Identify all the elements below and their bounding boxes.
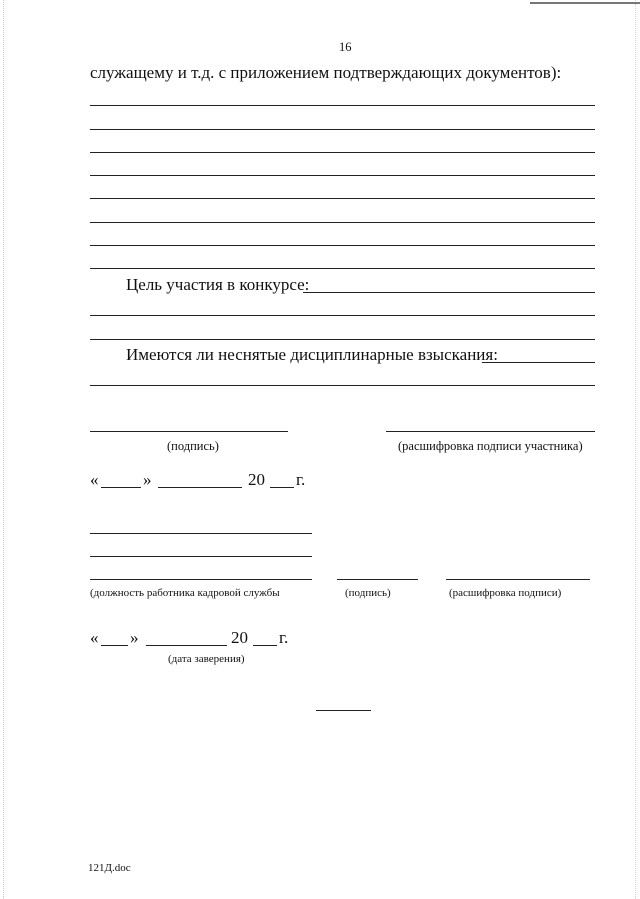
date1-day-line[interactable] (101, 487, 141, 488)
scan-top-mark (530, 2, 640, 4)
fill-line[interactable] (90, 175, 595, 176)
hr-position-caption: (должность работника кадровой службы (90, 587, 280, 599)
date2-day-line[interactable] (101, 645, 128, 646)
hr-signature-caption: (подпись) (345, 587, 391, 599)
fill-line[interactable] (90, 152, 595, 153)
end-separator (316, 710, 371, 711)
signature-line[interactable] (90, 431, 288, 432)
goal-fill-line[interactable] (90, 339, 595, 340)
footer-filename: 121Д.doc (88, 862, 131, 874)
fill-line[interactable] (90, 129, 595, 130)
date1-year-line[interactable] (270, 487, 294, 488)
signature-caption: (подпись) (167, 439, 219, 453)
date1-open-quote: « (90, 470, 99, 489)
discipline-input-line[interactable] (482, 362, 595, 363)
hr-position-line[interactable] (90, 579, 312, 580)
fill-line[interactable] (90, 222, 595, 223)
date1-month-line[interactable] (158, 487, 242, 488)
date2-close-quote: » (130, 628, 139, 647)
fill-line[interactable] (90, 198, 595, 199)
discipline-label: Имеются ли неснятые дисциплинарные взыскания: (126, 345, 498, 364)
date2-open-quote: « (90, 628, 99, 647)
goal-input-line[interactable] (303, 292, 595, 293)
goal-fill-line[interactable] (90, 315, 595, 316)
date2-year-prefix: 20 (231, 628, 248, 647)
fill-line[interactable] (90, 105, 595, 106)
hr-position-line[interactable] (90, 533, 312, 534)
scan-left-edge (3, 0, 4, 899)
date1-close-quote: » (143, 470, 152, 489)
date2-month-line[interactable] (146, 645, 227, 646)
intro-text: служащему и т.д. с приложением подтверждающих документов): (90, 63, 562, 82)
date2-year-line[interactable] (253, 645, 277, 646)
date1-year-prefix: 20 (248, 470, 265, 489)
date2-year-suffix: г. (279, 628, 289, 647)
hr-decode-caption: (расшифровка подписи) (449, 587, 562, 599)
fill-line[interactable] (90, 245, 595, 246)
signature-decode-line[interactable] (386, 431, 595, 432)
fill-line[interactable] (90, 268, 595, 269)
discipline-fill-line[interactable] (90, 385, 595, 386)
hr-position-line[interactable] (90, 556, 312, 557)
goal-label: Цель участия в конкурсе: (126, 275, 310, 294)
signature-decode-caption: (расшифровка подписи участника) (398, 439, 583, 453)
date1-year-suffix: г. (296, 470, 306, 489)
hr-decode-line[interactable] (446, 579, 590, 580)
hr-signature-line[interactable] (337, 579, 418, 580)
scan-right-edge (635, 0, 636, 899)
date2-caption: (дата заверения) (168, 653, 245, 665)
page-number: 16 (339, 40, 352, 54)
